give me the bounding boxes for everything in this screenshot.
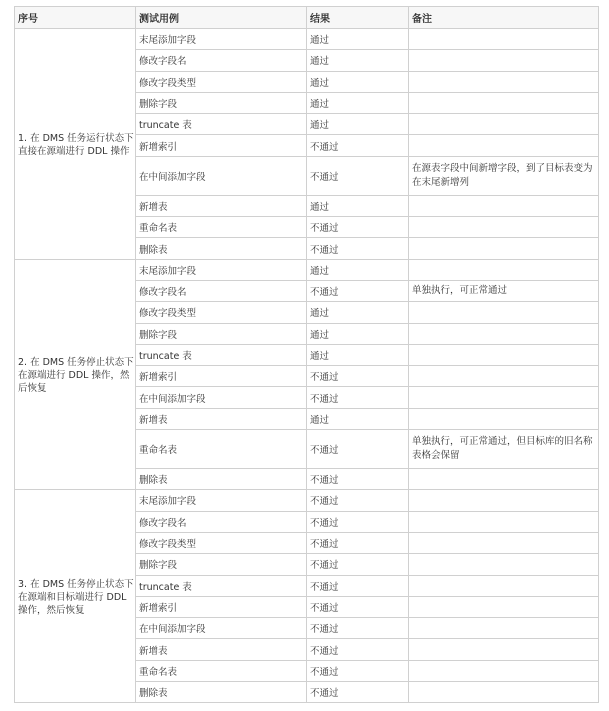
note-cell <box>409 344 599 365</box>
note-cell <box>409 596 599 617</box>
test-case-cell: 新增索引 <box>136 596 307 617</box>
result-cell: 不通过 <box>307 532 409 553</box>
table-row <box>15 29 599 50</box>
note-cell <box>409 114 599 135</box>
test-case-cell: 修改字段名 <box>136 280 307 301</box>
group-label: 1. 在 DMS 任务运行状态下直接在源端进行 DDL 操作 <box>15 29 136 260</box>
note-cell <box>409 71 599 92</box>
result-cell: 不通过 <box>307 639 409 660</box>
result-cell: 通过 <box>307 323 409 344</box>
test-case-cell: 修改字段名 <box>136 50 307 71</box>
test-case-cell: 重命名表 <box>136 430 307 469</box>
result-cell: 不通过 <box>307 238 409 259</box>
result-cell: 通过 <box>307 29 409 50</box>
table-row <box>15 259 599 280</box>
group-label: 3. 在 DMS 任务停止状态下在源端和目标端进行 DDL 操作，然后恢复 <box>15 490 136 703</box>
note-cell <box>409 29 599 50</box>
result-cell: 通过 <box>307 114 409 135</box>
note-cell <box>409 195 599 216</box>
result-cell: 不通过 <box>307 554 409 575</box>
note-cell <box>409 639 599 660</box>
result-cell: 不通过 <box>307 660 409 681</box>
result-cell: 不通过 <box>307 469 409 490</box>
result-cell: 不通过 <box>307 511 409 532</box>
test-case-cell: 末尾添加字段 <box>136 490 307 511</box>
test-case-cell: 末尾添加字段 <box>136 29 307 50</box>
note-cell <box>409 469 599 490</box>
result-cell: 通过 <box>307 259 409 280</box>
result-cell: 不通过 <box>307 217 409 238</box>
result-cell: 通过 <box>307 71 409 92</box>
note-cell <box>409 50 599 71</box>
result-cell: 不通过 <box>307 430 409 469</box>
test-case-cell: 重命名表 <box>136 217 307 238</box>
table-body <box>15 29 599 703</box>
table-row <box>15 490 599 511</box>
note-cell <box>409 387 599 408</box>
note-cell <box>409 554 599 575</box>
test-case-cell: 删除字段 <box>136 92 307 113</box>
note-cell <box>409 92 599 113</box>
test-case-cell: 新增索引 <box>136 135 307 156</box>
test-case-cell: 删除表 <box>136 682 307 703</box>
result-cell: 不通过 <box>307 156 409 195</box>
result-cell: 通过 <box>307 344 409 365</box>
test-case-cell: 删除表 <box>136 238 307 259</box>
result-cell: 不通过 <box>307 387 409 408</box>
header-result: 结果 <box>307 7 409 29</box>
test-case-cell: 修改字段名 <box>136 511 307 532</box>
result-cell: 通过 <box>307 408 409 429</box>
note-cell <box>409 660 599 681</box>
test-case-cell: 在中间添加字段 <box>136 618 307 639</box>
note-cell <box>409 532 599 553</box>
note-cell <box>409 302 599 323</box>
note-cell: 单独执行，可正常通过 <box>409 280 599 301</box>
note-cell <box>409 618 599 639</box>
test-case-cell: 修改字段类型 <box>136 532 307 553</box>
header-index: 序号 <box>15 7 136 29</box>
result-cell: 通过 <box>307 92 409 113</box>
result-cell: 不通过 <box>307 596 409 617</box>
test-case-cell: 新增表 <box>136 195 307 216</box>
note-cell <box>409 135 599 156</box>
note-cell <box>409 323 599 344</box>
note-cell <box>409 259 599 280</box>
test-case-cell: 删除字段 <box>136 323 307 344</box>
result-cell: 通过 <box>307 302 409 323</box>
result-cell: 不通过 <box>307 490 409 511</box>
note-cell <box>409 682 599 703</box>
ddl-test-results-table <box>14 6 599 703</box>
note-cell <box>409 238 599 259</box>
note-cell <box>409 490 599 511</box>
test-case-cell: 末尾添加字段 <box>136 259 307 280</box>
result-cell: 不通过 <box>307 575 409 596</box>
test-case-cell: 新增索引 <box>136 366 307 387</box>
result-cell: 通过 <box>307 50 409 71</box>
test-case-cell: 新增表 <box>136 408 307 429</box>
result-cell: 不通过 <box>307 618 409 639</box>
test-case-cell: truncate 表 <box>136 344 307 365</box>
test-case-cell: 删除字段 <box>136 554 307 575</box>
note-cell: 单独执行，可正常通过，但目标库的旧名称表格会保留 <box>409 430 599 469</box>
test-case-cell: truncate 表 <box>136 575 307 596</box>
test-case-cell: 修改字段类型 <box>136 302 307 323</box>
test-case-cell: 重命名表 <box>136 660 307 681</box>
note-cell: 在源表字段中间新增字段，到了目标表变为在末尾新增列 <box>409 156 599 195</box>
note-cell <box>409 366 599 387</box>
note-cell <box>409 217 599 238</box>
result-cell: 通过 <box>307 195 409 216</box>
test-case-cell: 修改字段类型 <box>136 71 307 92</box>
result-cell: 不通过 <box>307 280 409 301</box>
test-case-cell: 在中间添加字段 <box>136 387 307 408</box>
header-row <box>15 7 599 29</box>
note-cell <box>409 511 599 532</box>
result-cell: 不通过 <box>307 682 409 703</box>
note-cell <box>409 408 599 429</box>
header-note: 备注 <box>409 7 599 29</box>
result-cell: 不通过 <box>307 366 409 387</box>
test-case-cell: 新增表 <box>136 639 307 660</box>
header-test-case: 测试用例 <box>136 7 307 29</box>
group-label: 2. 在 DMS 任务停止状态下在源端进行 DDL 操作，然后恢复 <box>15 259 136 490</box>
test-case-cell: 在中间添加字段 <box>136 156 307 195</box>
test-case-cell: 删除表 <box>136 469 307 490</box>
test-case-cell: truncate 表 <box>136 114 307 135</box>
note-cell <box>409 575 599 596</box>
result-cell: 不通过 <box>307 135 409 156</box>
